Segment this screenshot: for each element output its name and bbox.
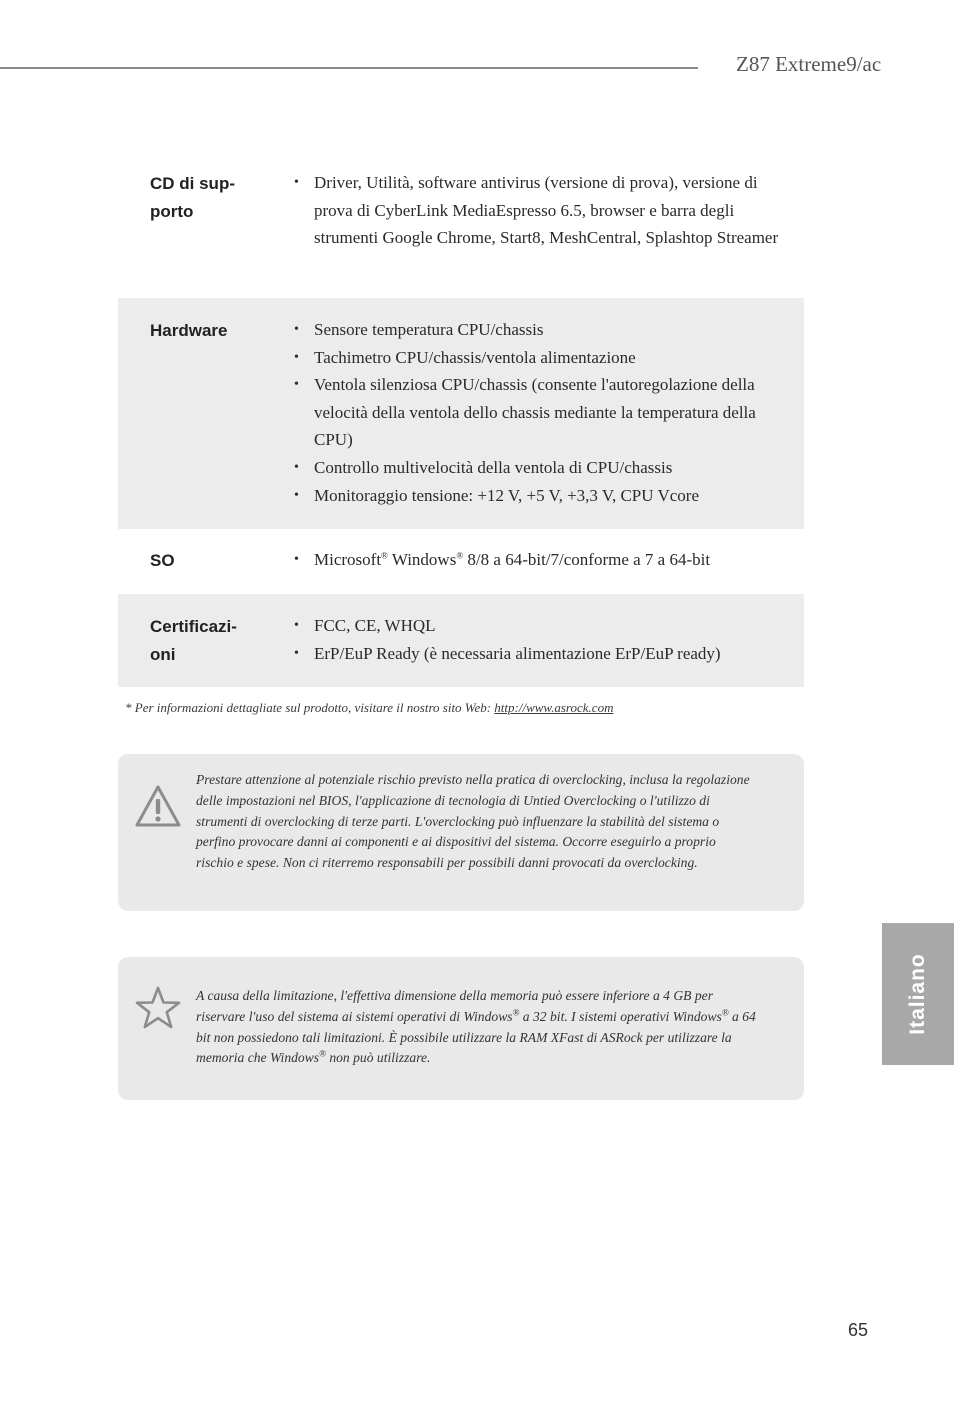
warning-text: Prestare attenzione al potenziale rischio previsto nella pratica di overclocking, inclusa la regolazione delle impostazioni nel BIOS, l'applicazione di tecnologia di Untied Overclocking o l'utilizzo di strumenti di overclocking di terze parti. L'overclocking può influenzare la stabilità del sistema o perfino provocare danni ai componenti e ai dispositivi del sistema. Occorre eseguirlo a proprio rischio e spese. Non ci riterremo responsabili per possibili danni provocati da overclocking. [196, 772, 750, 871]
footnote-text: * Per informazioni dettagliate sul prodotto, visitare il nostro sito Web: [125, 700, 495, 715]
spec-row-os [118, 529, 804, 594]
registered-mark: ® [381, 550, 388, 561]
language-tab [882, 923, 954, 1065]
memory-text-part: non può utilizzare. [325, 1050, 431, 1066]
list-item: • Monitoraggio tensione: +12 V, +5 V, +3,3 V, CPU Vcore [294, 482, 786, 510]
header-rule [0, 67, 698, 69]
list-item: • Controllo multivelocità della ventola di CPU/chassis [294, 454, 786, 482]
spec-list [294, 612, 786, 667]
spec-label: Hardware [150, 321, 228, 340]
document-title: Z87 Extreme9/ac [736, 52, 882, 76]
spec-row-certifications [118, 594, 804, 687]
footnote [125, 700, 613, 716]
language-tab-label: Italiano [906, 953, 929, 1035]
list-item: • Ventola silenziosa CPU/chassis (consente l'autoregolazione della velocità della ventola dello chassis mediante la temperatura della CPU) [294, 371, 786, 454]
memory-text-part: a 64 bit non possiedono tali limitazioni. È possibile utilizzare la RAM XFast di ASRock per utilizzare la memoria che Windows [196, 1008, 756, 1066]
asrock-website-link[interactable]: http://www.asrock.com [494, 700, 614, 715]
spec-list [294, 316, 786, 509]
warning-triangle-icon [134, 784, 182, 828]
memory-text [196, 986, 756, 1069]
spec-row-hardware [118, 298, 804, 529]
os-text: Microsoft [314, 550, 382, 569]
list-item: • FCC, CE, WHQL [294, 612, 786, 640]
spec-label: Certificazi- oni [150, 617, 237, 664]
os-text: Windows [387, 550, 457, 569]
os-text: 8/8 a 64-bit/7/conforme a 7 a 64-bit [463, 550, 711, 569]
registered-mark: ® [456, 550, 464, 561]
memory-text-part: A causa della limitazione, l'effettiva dimensione della memoria può essere inferiore a 4 GB per riservare l'uso del sistema ai sistemi operativi di Windows [196, 988, 713, 1024]
memory-text-part: a 32 bit. I sistemi operativi Windows [519, 1008, 722, 1024]
list-item: • Driver, Utilità, software antivirus (versione di prova), versione di prova di CyberLink MediaEspresso 6.5, browser e barra degli strumenti Google Chrome, Start8, MeshCentral, Splashtop Streamer [294, 169, 786, 252]
list-item: • ErP/EuP Ready (è necessaria alimentazione ErP/EuP ready) [294, 640, 786, 668]
spec-label: CD di sup- porto [150, 174, 235, 221]
page-number: 65 [848, 1320, 869, 1340]
registered-mark: ® [319, 1048, 326, 1059]
list-item: • Sensore temperatura CPU/chassis [294, 316, 786, 344]
list-item [294, 546, 786, 574]
memory-limitation-note [118, 957, 804, 1100]
list-item: • Tachimetro CPU/chassis/ventola alimentazione [294, 344, 786, 372]
spec-list [294, 169, 786, 252]
overclocking-warning-note [118, 754, 804, 911]
spec-list [294, 546, 786, 574]
spec-row-support-cd [118, 160, 804, 298]
registered-mark: ® [512, 1007, 520, 1018]
registered-mark: ® [721, 1007, 729, 1018]
star-outline-icon [134, 985, 182, 1029]
spec-label: SO [150, 551, 175, 570]
